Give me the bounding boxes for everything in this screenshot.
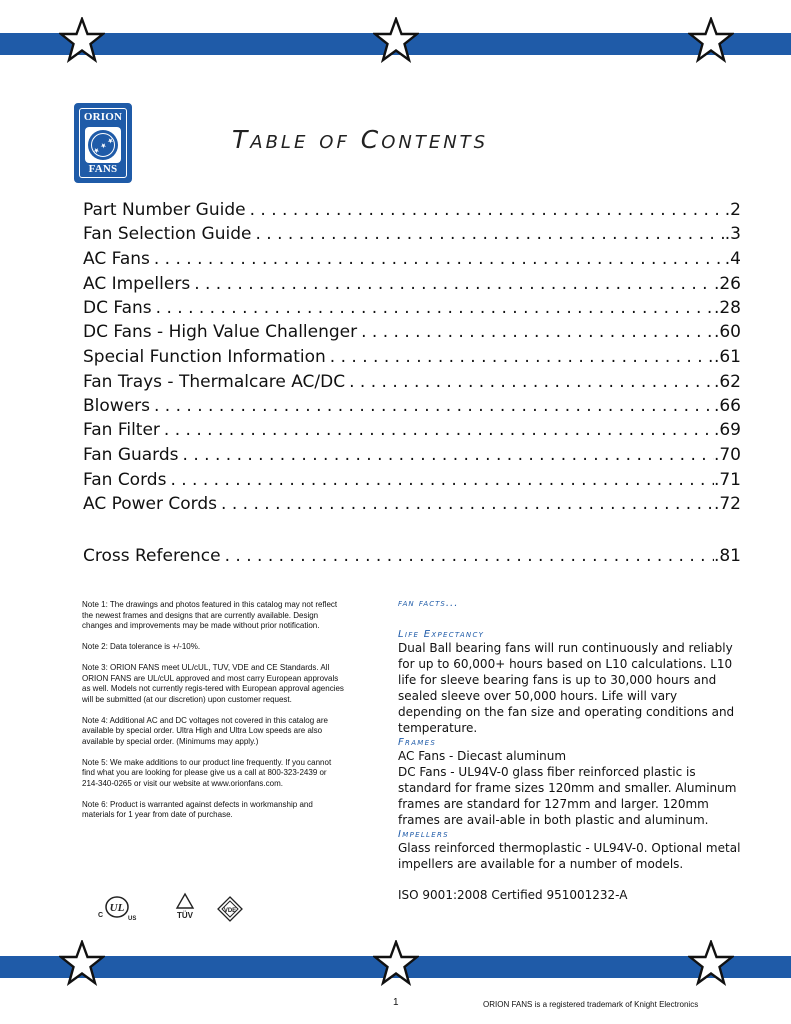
note-1: Note 1: The drawings and photos featured in this catalog may not reflect the newest frames and designs that are currently available. Design changes and improvements may be made without prior notification. — [82, 600, 338, 630]
toc-entry[interactable]: Fan Filter . . . .69 — [83, 420, 741, 444]
impellers-text: Glass reinforced thermoplastic - UL94V-0. Optional metal impellers are available for a number of models. — [398, 841, 741, 871]
svg-text:TÜV: TÜV — [177, 911, 193, 920]
fan-facts — [398, 598, 743, 903]
toc-entry[interactable]: AC Power Cords . . . .72 — [83, 494, 741, 518]
dot-leader — [154, 249, 725, 269]
dot-leader — [194, 274, 714, 294]
star-icon — [688, 17, 734, 63]
fan-icon — [85, 127, 121, 163]
fan-facts-heading: fan facts... — [398, 598, 459, 609]
svg-text:VDE: VDE — [223, 908, 237, 914]
tuv-certification-icon — [171, 892, 199, 920]
note-6: Note 6: Product is warranted against defects in workmanship and materials for 1 year from date of purchase. — [82, 799, 313, 819]
dot-leader — [330, 347, 714, 367]
life-expectancy-text: Dual Ball bearing fans will run continuously and reliably for up to 60,000+ hours based on L10 calculations. L10 life for sleeve bearing fans is up to 30,000 hours and sealed sleeve over 50,000 hours. Life will vary depending on the fan size and operating conditions and temperature. — [398, 641, 735, 735]
toc-entry[interactable]: Cross Reference . . . .81 — [83, 546, 741, 570]
frames-dc-text: DC Fans - UL94V-0 glass fiber reinforced plastic is standard for frame sizes 120mm and smaller. Aluminum frames are standard for 127mm and larger. 120mm frames are avail-able in both plastic and aluminum. — [398, 765, 737, 827]
dot-leader — [225, 546, 714, 566]
dot-leader — [156, 298, 714, 318]
frames-heading: Frames — [398, 737, 437, 748]
svg-text:UL: UL — [109, 902, 125, 914]
toc-entry[interactable]: Part Number Guide . . . .2 — [83, 200, 741, 224]
toc-entry[interactable]: DC Fans . . . .28 — [83, 298, 741, 322]
page-title: Table of Contents — [232, 125, 489, 154]
star-icon — [373, 17, 419, 63]
life-expectancy-heading: Life Expectancy — [398, 629, 485, 640]
toc-entry[interactable]: Fan Guards . . . .70 — [83, 445, 741, 469]
svg-text:US: US — [128, 916, 137, 922]
vde-certification-icon — [216, 895, 244, 923]
toc-entry[interactable]: AC Impellers . . . .26 — [83, 274, 741, 298]
dot-leader — [349, 372, 714, 392]
dot-leader — [250, 200, 725, 220]
toc-entry[interactable]: Special Function Information . . . .61 — [83, 347, 741, 371]
dot-leader — [255, 224, 724, 244]
toc-entry[interactable]: AC Fans . . . .4 — [83, 249, 741, 273]
svg-text:C: C — [98, 912, 104, 919]
note-5: Note 5: We make additions to our product line frequently. If you cannot find what you are looking for please give us a call at 800-323-2439 or 214-340-0265 or visit our website at www.orionfans.com. — [82, 757, 332, 788]
logo-bottom-text: FANS — [88, 163, 118, 175]
star-icon — [59, 17, 105, 63]
ul-certification-icon — [94, 896, 138, 922]
dot-leader — [221, 494, 714, 514]
catalog-notes — [82, 600, 344, 831]
logo-top-text: ORION — [83, 111, 123, 123]
star-icon — [59, 940, 105, 986]
toc-entry[interactable]: Blowers . . . .66 — [83, 396, 741, 420]
toc-entry[interactable]: Fan Trays - Thermalcare AC/DC . . . .62 — [83, 372, 741, 396]
impellers-heading: Impellers — [398, 829, 449, 840]
star-icon — [373, 940, 419, 986]
toc-entry[interactable]: DC Fans - High Value Challenger . . . .60 — [83, 322, 741, 346]
toc-entry[interactable]: Fan Selection Guide . . . .3 — [83, 224, 741, 248]
dot-leader — [164, 420, 714, 440]
dot-leader — [183, 445, 714, 465]
dot-leader — [170, 470, 714, 490]
toc-entry[interactable]: Fan Cords . . . .71 — [83, 470, 741, 494]
dot-leader — [154, 396, 714, 416]
frames-ac-text: AC Fans - Diecast aluminum — [398, 749, 567, 763]
note-4: Note 4: Additional AC and DC voltages not covered in this catalog are available by special order. Ultra High and Ultra Low speeds are also available by special order. (Minimums may apply.) — [82, 715, 328, 746]
note-2: Note 2: Data tolerance is +/-10%. — [82, 642, 201, 651]
star-icon — [688, 940, 734, 986]
trademark-notice: ORION FANS is a registered trademark of Knight Electronics — [483, 1000, 699, 1009]
page-number: 1 — [393, 997, 399, 1008]
note-3: Note 3: ORION FANS meet UL/cUL, TUV, VDE and CE Standards. All ORION FANS are UL/cUL approved and most carry European approvals as well. Models not currently regis-tered with European approval agencies will be submitted (at our discretion) upon customer request. — [82, 663, 344, 704]
svg-text:★ ★ ★: ★ ★ ★ — [91, 135, 116, 156]
orion-fans-logo — [74, 103, 132, 183]
dot-leader — [361, 322, 714, 342]
iso-certification: ISO 9001:2008 Certified 951001232-A — [398, 888, 628, 902]
